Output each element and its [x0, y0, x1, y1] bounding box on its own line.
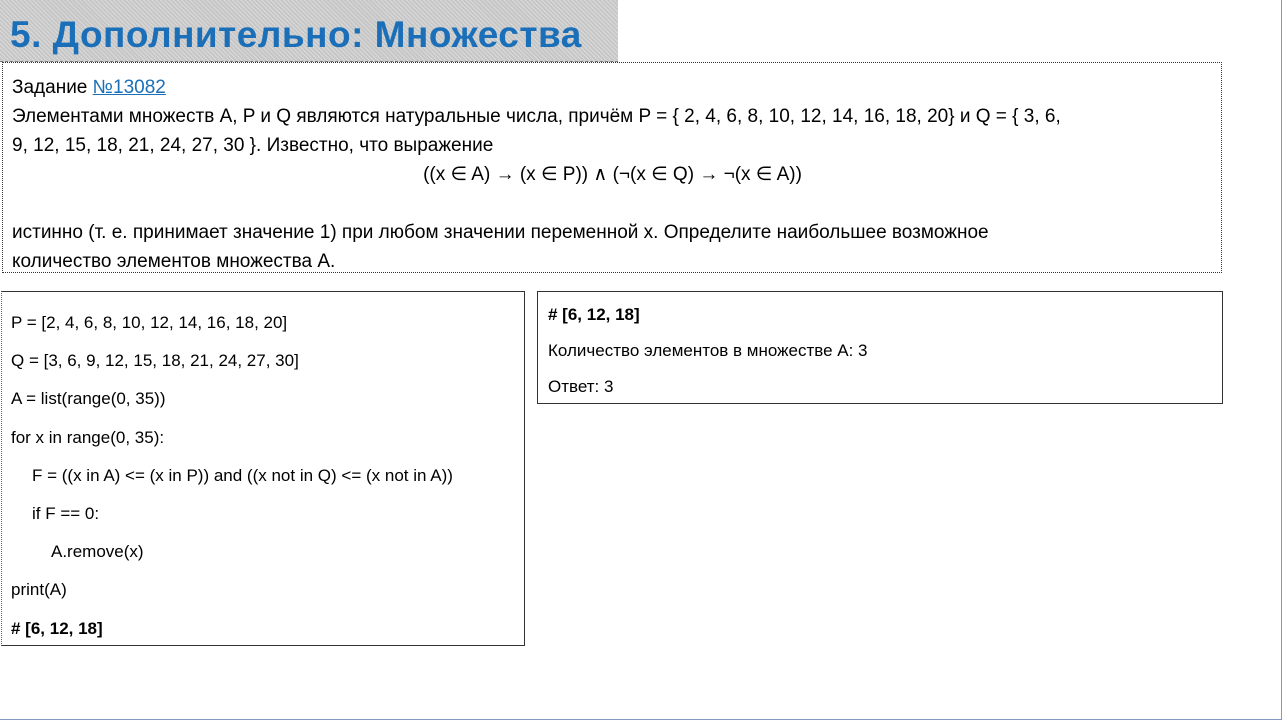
output-line-count: Количество элементов в множестве A: 3	[548, 341, 868, 360]
task-box	[2, 62, 1222, 273]
task-label: Задание	[12, 77, 93, 98]
code-line-a: A = list(range(0, 35))	[11, 389, 166, 409]
code-line-result-comment: # [6, 12, 18]	[11, 618, 103, 638]
output-box	[537, 291, 1223, 404]
slide-title: 5. Дополнительно: Множества	[10, 14, 582, 55]
task-text-line-2: 9, 12, 15, 18, 21, 24, 27, 30 }. Известно, что выражение	[12, 135, 494, 156]
task-spacer	[12, 189, 1211, 218]
code-line-q: Q = [3, 6, 9, 12, 15, 18, 21, 24, 27, 30]	[11, 351, 299, 371]
output-line-answer: Ответ: 3	[548, 377, 614, 396]
code-line-for: for x in range(0, 35):	[11, 427, 165, 447]
code-box	[1, 291, 525, 646]
code-line-print: print(A)	[11, 580, 67, 600]
task-number-link[interactable]: №13082	[92, 77, 166, 98]
code-line-f: F = ((x in A) <= (x in P)) and ((x not in Q) <= (x not in A))	[32, 465, 453, 485]
code-line-if: if F == 0:	[32, 503, 100, 523]
task-text-line-4: количество элементов множества A.	[12, 251, 336, 272]
task-text-line-3: истинно (т. е. принимает значение 1) при любом значении переменной x. Определите наибольшее возможное	[12, 222, 989, 243]
title-bar	[0, 0, 618, 62]
task-formula: ((x ∈ A) → (x ∈ P)) ∧ (¬(x ∈ Q) → ¬(x ∈ A))	[423, 164, 802, 185]
output-line-result: # [6, 12, 18]	[548, 305, 640, 324]
code-line-remove: A.remove(x)	[51, 542, 144, 562]
task-text-line-1: Элементами множеств A, P и Q являются натуральные числа, причём P = { 2, 4, 6, 8, 10, 12, 14, 16, 18, 20} и Q = { 3, 6,	[12, 106, 1061, 127]
code-line-p: P = [2, 4, 6, 8, 10, 12, 14, 16, 18, 20]	[11, 313, 288, 332]
task-header	[12, 73, 1211, 102]
